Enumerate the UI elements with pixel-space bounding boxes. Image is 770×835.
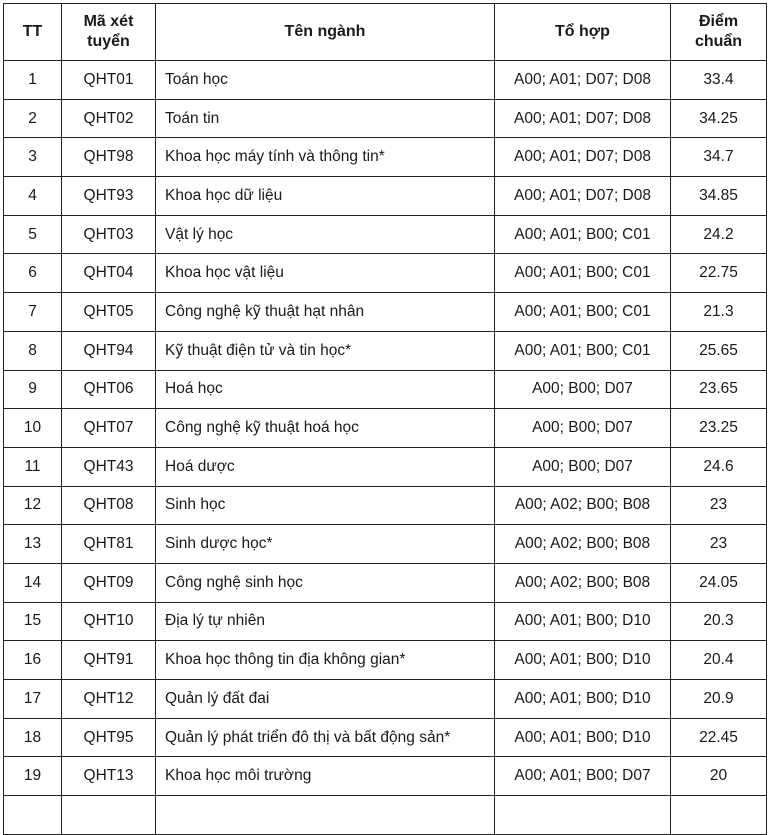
cell-tt: 12 [4,486,62,525]
cell-code: QHT05 [62,293,156,332]
cell-code: QHT98 [62,138,156,177]
cell-combo: A00; A02; B00; B08 [495,525,671,564]
cell-tt: 17 [4,680,62,719]
cell-combo: A00; A01; D07; D08 [495,99,671,138]
cell-score [671,796,767,835]
cell-score: 23 [671,486,767,525]
cell-score: 22.45 [671,718,767,757]
cell-tt: 16 [4,641,62,680]
cell-major: Sinh dược học* [156,525,495,564]
cell-combo: A00; B00; D07 [495,370,671,409]
header-row [4,4,767,61]
cell-major: Hoá dược [156,447,495,486]
table-row [4,486,767,525]
cell-score: 20.4 [671,641,767,680]
table-row [4,718,767,757]
cell-major: Công nghệ kỹ thuật hạt nhân [156,293,495,332]
cell-combo: A00; A01; B00; C01 [495,215,671,254]
table-row [4,796,767,835]
cell-major: Khoa học vật liệu [156,254,495,293]
table-row [4,293,767,332]
cell-major: Công nghệ sinh học [156,563,495,602]
cell-score: 22.75 [671,254,767,293]
cell-combo: A00; A01; B00; C01 [495,293,671,332]
cell-combo: A00; A01; B00; C01 [495,331,671,370]
cell-tt: 8 [4,331,62,370]
cell-tt: 6 [4,254,62,293]
cell-combo: A00; A01; B00; C01 [495,254,671,293]
cell-code: QHT81 [62,525,156,564]
cell-score: 34.25 [671,99,767,138]
cell-code: QHT07 [62,409,156,448]
table-row [4,99,767,138]
cell-tt: 7 [4,293,62,332]
cell-score: 34.7 [671,138,767,177]
table-row [4,61,767,100]
cell-score: 23.65 [671,370,767,409]
cell-code: QHT03 [62,215,156,254]
cell-combo: A00; A01; D07; D08 [495,177,671,216]
cell-code: QHT93 [62,177,156,216]
cell-code: QHT04 [62,254,156,293]
cell-major: Sinh học [156,486,495,525]
table-row [4,215,767,254]
table-row [4,138,767,177]
cell-code: QHT43 [62,447,156,486]
cell-major: Khoa học máy tính và thông tin* [156,138,495,177]
table-row [4,370,767,409]
cell-score: 23 [671,525,767,564]
cell-major: Kỹ thuật điện tử và tin học* [156,331,495,370]
cell-tt: 15 [4,602,62,641]
table-row [4,641,767,680]
cell-combo: A00; A01; B00; D10 [495,602,671,641]
cell-combo: A00; A01; D07; D08 [495,138,671,177]
cell-tt: 2 [4,99,62,138]
cell-tt: 3 [4,138,62,177]
cell-code: QHT09 [62,563,156,602]
cell-code: QHT06 [62,370,156,409]
cell-score: 20.9 [671,680,767,719]
cell-combo: A00; B00; D07 [495,409,671,448]
cell-combo: A00; A01; B00; D07 [495,757,671,796]
cell-code: QHT91 [62,641,156,680]
cell-score: 23.25 [671,409,767,448]
cell-tt: 11 [4,447,62,486]
cell-major: Hoá học [156,370,495,409]
cell-tt: 4 [4,177,62,216]
cell-major: Quản lý phát triển đô thị và bất động sản* [156,718,495,757]
cell-major: Quản lý đất đai [156,680,495,719]
table-row [4,331,767,370]
cell-major: Khoa học thông tin địa không gian* [156,641,495,680]
cell-score: 34.85 [671,177,767,216]
table-row [4,680,767,719]
cell-code: QHT10 [62,602,156,641]
cell-score: 24.6 [671,447,767,486]
cell-tt: 1 [4,61,62,100]
table-row [4,177,767,216]
cell-combo: A00; A01; B00; D10 [495,718,671,757]
cell-tt: 13 [4,525,62,564]
cell-code: QHT08 [62,486,156,525]
cell-combo: A00; A02; B00; B08 [495,563,671,602]
cell-major: Địa lý tự nhiên [156,602,495,641]
cell-score: 24.05 [671,563,767,602]
cell-code [62,796,156,835]
cell-major: Khoa học dữ liệu [156,177,495,216]
cell-code: QHT12 [62,680,156,719]
cell-tt [4,796,62,835]
cell-combo: A00; B00; D07 [495,447,671,486]
cell-tt: 14 [4,563,62,602]
cell-tt: 18 [4,718,62,757]
table-row [4,409,767,448]
admission-score-table [3,3,767,835]
table-row [4,525,767,564]
cell-major: Toán tin [156,99,495,138]
table-row [4,563,767,602]
table-body [4,61,767,835]
cell-combo: A00; A02; B00; B08 [495,486,671,525]
header-combo: Tổ hợp [495,4,671,61]
cell-combo: A00; A01; D07; D08 [495,61,671,100]
table-row [4,254,767,293]
cell-code: QHT02 [62,99,156,138]
header-score: Điểm chuẩn [671,4,767,61]
cell-code: QHT94 [62,331,156,370]
cell-score: 20 [671,757,767,796]
cell-code: QHT01 [62,61,156,100]
cell-score: 20.3 [671,602,767,641]
cell-score: 33.4 [671,61,767,100]
cell-tt: 9 [4,370,62,409]
header-major: Tên ngành [156,4,495,61]
cell-tt: 19 [4,757,62,796]
header-tt: TT [4,4,62,61]
cell-combo: A00; A01; B00; D10 [495,680,671,719]
cell-major: Vật lý học [156,215,495,254]
cell-major: Công nghệ kỹ thuật hoá học [156,409,495,448]
cell-major [156,796,495,835]
table-row [4,447,767,486]
cell-combo: A00; A01; B00; D10 [495,641,671,680]
cell-tt: 10 [4,409,62,448]
cell-score: 25.65 [671,331,767,370]
table-row [4,602,767,641]
cell-major: Toán học [156,61,495,100]
cell-tt: 5 [4,215,62,254]
cell-score: 24.2 [671,215,767,254]
header-code: Mã xét tuyển [62,4,156,61]
table-row [4,757,767,796]
cell-combo [495,796,671,835]
cell-code: QHT95 [62,718,156,757]
cell-code: QHT13 [62,757,156,796]
cell-score: 21.3 [671,293,767,332]
cell-major: Khoa học môi trường [156,757,495,796]
